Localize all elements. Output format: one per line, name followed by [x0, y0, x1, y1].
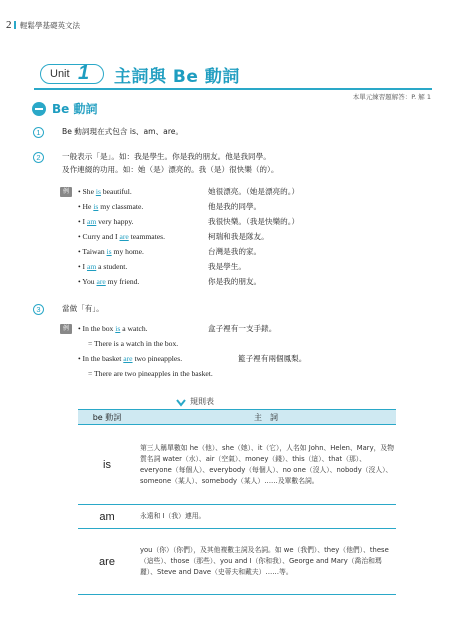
rule-subject: you（你）（你們），及其他複數主詞及名詞。如 we（我們）、they（他們）、these（這些）、those（那些）、you and I（你和我）、George and Mary（喬治和瑪麗）、Steve and Dave（史蒂夫和戴夫）……等。: [136, 529, 396, 595]
rules-table-header-row: [78, 410, 396, 425]
example-translation: 我很快樂。（我是快樂的。）: [208, 217, 300, 226]
example-text-post: teammates.: [128, 232, 166, 241]
example-be-verb: is: [93, 202, 99, 211]
page-number: 2: [6, 19, 12, 31]
example-be-verb: is: [106, 247, 112, 256]
example-translation: 台灣是我的家。: [208, 247, 262, 256]
unit-tag: [40, 64, 104, 84]
example-text-pre: • Curry and I: [78, 232, 120, 241]
unit-divider: [34, 88, 432, 90]
example-translation: 盒子裡有一支手錶。: [208, 324, 277, 333]
table-row: [78, 425, 396, 505]
example-translation: 柯瑞和我是隊友。: [208, 232, 269, 241]
rules-header-verb: be 動詞: [78, 410, 136, 425]
point-number-badge: 3: [33, 304, 44, 315]
example-equivalent: = There is a watch in the box.: [88, 339, 179, 348]
table-row: [78, 505, 396, 529]
example-be-verb: are: [119, 232, 129, 241]
example-text-pre: • Taiwan: [78, 247, 107, 256]
chevron-down-icon: [176, 397, 186, 407]
point-2-line-1: 一般表示「是」。如：我是學生。你是我的朋友。他是我同學。: [62, 152, 271, 161]
example-sentence: [78, 353, 182, 365]
example-sentence: [78, 276, 139, 288]
example-translation: 我是學生。: [208, 262, 246, 271]
example-sentence: [78, 323, 148, 335]
example-text-post: two pineapples.: [132, 354, 183, 363]
rule-subject: 第三人稱單數如 he（他）、she（她）、it（它），人名如 John、Helen、Mary，及物質名詞 water（水）、air（空氣）、money（錢）、this（這）、that（那）、everyone（每個人）、everybody（每個人）、no one（沒人）、nobody（沒人）、someone（某人）、somebody（某人）……及單數名詞。: [136, 425, 396, 505]
example-text-post: a watch.: [120, 324, 148, 333]
example-translation: 你是我的朋友。: [208, 277, 262, 286]
example-icon: 例: [60, 187, 72, 197]
example-text-post: my friend.: [105, 277, 140, 286]
point-number-badge: 2: [33, 152, 44, 163]
rule-verb: is: [78, 425, 136, 505]
unit-number: 1: [78, 62, 90, 84]
point-1-line: Be 動詞現在式包含 is、am、are。: [62, 127, 184, 136]
example-be-verb: is: [95, 187, 101, 196]
example-text-post: my home.: [111, 247, 144, 256]
example-be-verb: am: [86, 262, 97, 271]
unit-title: 主詞與 Be 動詞: [114, 67, 240, 87]
unit-label: Unit: [50, 68, 70, 80]
example-be-verb: are: [96, 277, 106, 286]
point-3-line: 當做「有」。: [62, 304, 104, 313]
example-translation: 她很漂亮。（她是漂亮的。）: [208, 187, 300, 196]
answer-reference-note: 本單元練習題解答：P. 解 1: [352, 93, 431, 101]
rules-table: [78, 409, 396, 595]
example-text-pre: • In the box: [78, 324, 116, 333]
example-equivalent: = There are two pineapples in the basket.: [88, 369, 213, 378]
example-text-pre: • You: [78, 277, 97, 286]
example-be-verb: are: [123, 354, 133, 363]
example-sentence: [78, 186, 132, 198]
example-text-pre: • I: [78, 262, 87, 271]
point-number-badge: 1: [33, 127, 44, 138]
example-text-pre: • In the basket: [78, 354, 124, 363]
section-title: Be 動詞: [52, 102, 98, 116]
example-translation: 籃子裡有兩個鳳梨。: [238, 354, 307, 363]
example-sentence: [78, 231, 165, 243]
example-text-post: a student.: [96, 262, 128, 271]
rules-header-subject: 主 詞: [136, 410, 396, 425]
example-sentence: [78, 261, 127, 273]
rules-table-label: 規則表: [190, 397, 214, 406]
example-icon: 例: [60, 324, 72, 334]
rule-subject: 永遠和 I（我）連用。: [136, 505, 396, 529]
table-row: [78, 529, 396, 595]
example-sentence: [78, 201, 143, 213]
example-text-pre: • I: [78, 217, 87, 226]
section-header: [32, 100, 97, 117]
rule-verb: am: [78, 505, 136, 529]
rule-verb: are: [78, 529, 136, 595]
example-translation: 他是我的同學。: [208, 202, 262, 211]
example-text-post: my classmate.: [98, 202, 144, 211]
point-2-line-2: 及作連綴的功用。如：她（是）漂亮的。我（是）很快樂（的）。: [62, 165, 279, 174]
minus-circle-icon: [32, 102, 46, 116]
example-sentence: [78, 246, 144, 258]
example-text-post: beautiful.: [100, 187, 132, 196]
example-sentence: [78, 216, 134, 228]
example-text-pre: • He: [78, 202, 94, 211]
example-text-post: very happy.: [96, 217, 134, 226]
example-be-verb: is: [115, 324, 121, 333]
example-be-verb: am: [86, 217, 97, 226]
book-title: 輕鬆學基礎英文法: [20, 21, 80, 30]
example-text-pre: • She: [78, 187, 96, 196]
